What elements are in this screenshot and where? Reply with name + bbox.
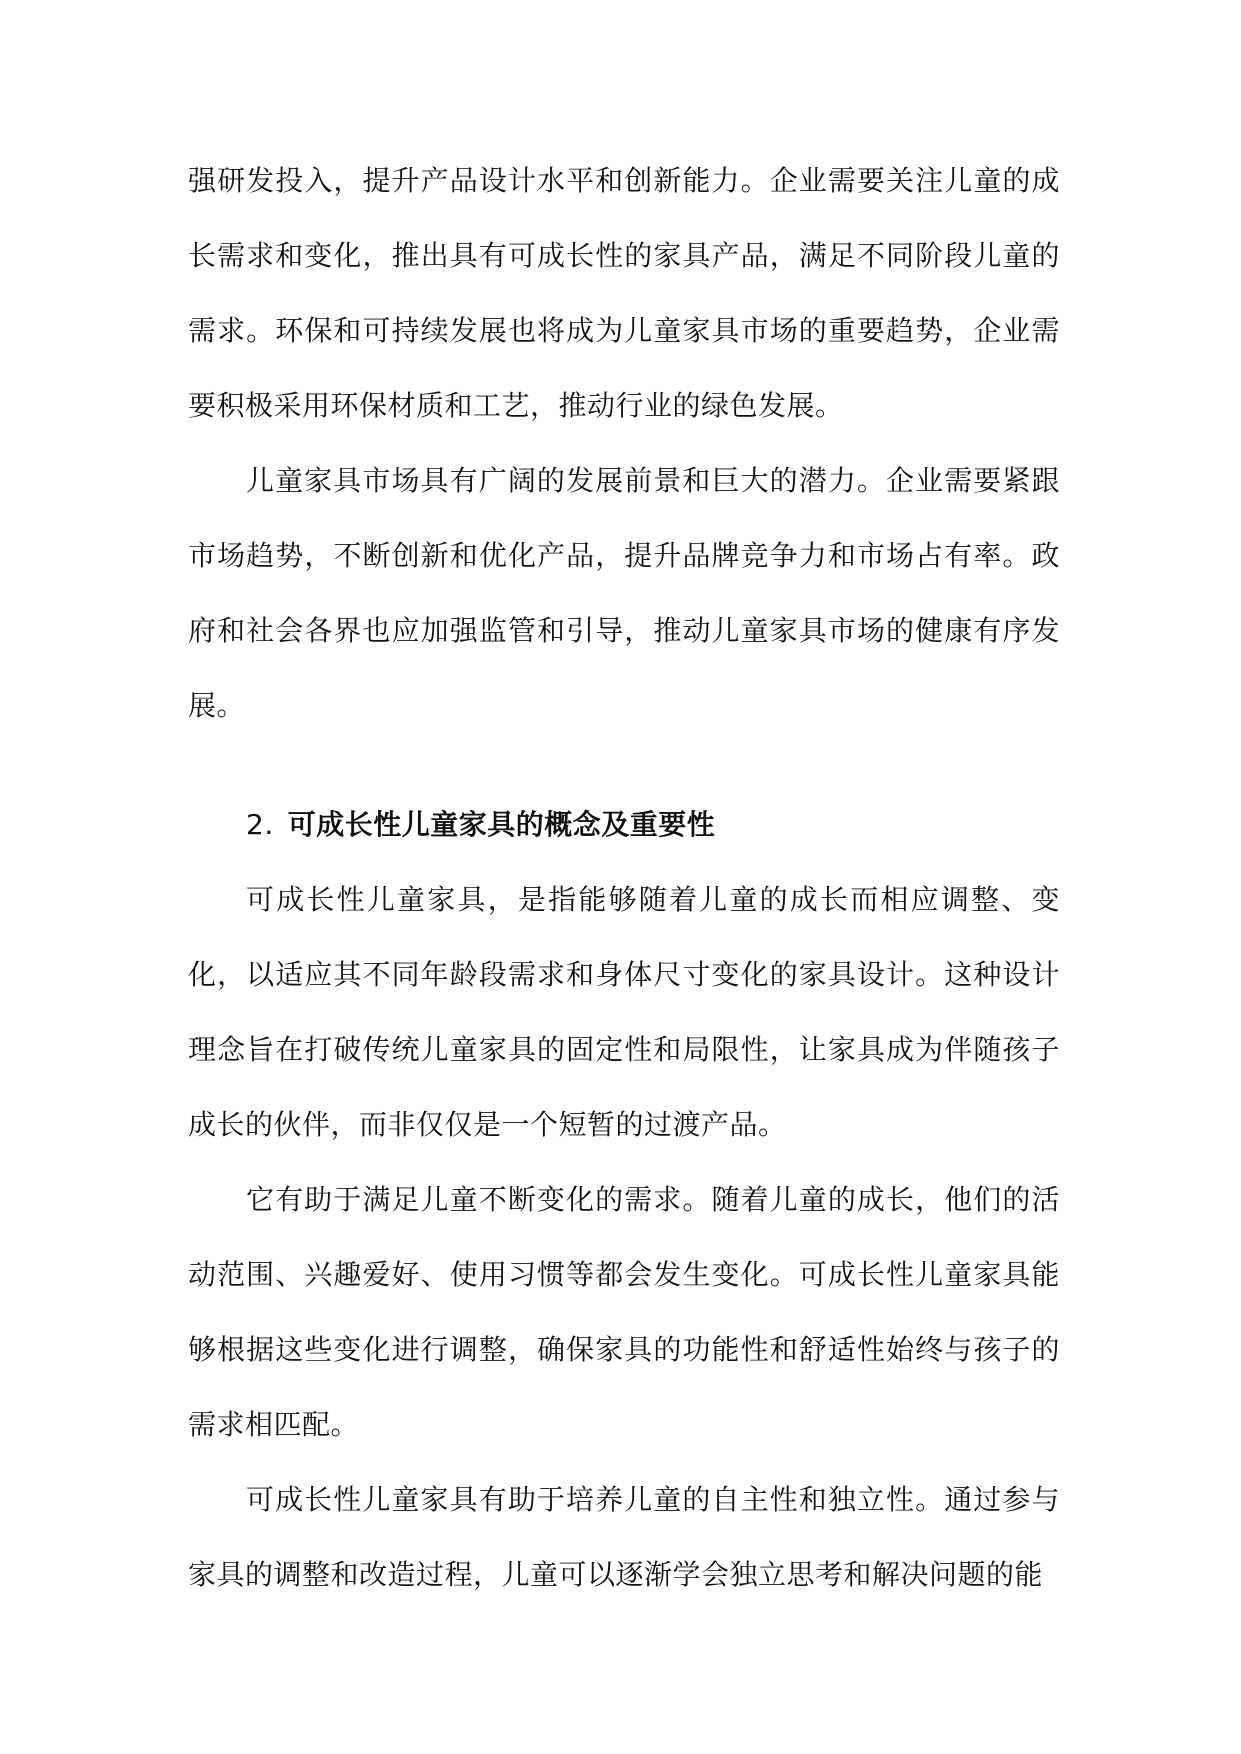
page-body (188, 143, 1060, 1612)
paragraph-continued: 强研发投入，提升产品设计水平和创新能力。企业需要关注儿童的成长需求和变化，推出具有可成长性的家具产品，满足不同阶段儿童的需求。环保和可持续发展也将成为儿童家具市场的重要趋势，企业需要积极采用环保材质和工艺，推动行业的绿色发展。 (188, 164, 1060, 422)
paragraph-definition: 可成长性儿童家具，是指能够随着儿童的成长而相应调整、变化，以适应其不同年龄段需求和身体尺寸变化的家具设计。这种设计理念旨在打破传统儿童家具的固定性和局限性，让家具成为伴随孩子成长的伙伴，而非仅仅是一个短暂的过渡产品。 (188, 883, 1060, 1141)
section-title: 可成长性儿童家具的概念及重要性 (287, 808, 716, 841)
paragraph-market-outlook: 儿童家具市场具有广阔的发展前景和巨大的潜力。企业需要紧跟市场趋势，不断创新和优化产品，提升品牌竞争力和市场占有率。政府和社会各界也应加强监管和引导，推动儿童家具市场的健康有序发展。 (188, 464, 1060, 722)
section-heading (188, 787, 1060, 862)
paragraph-independence: 可成长性儿童家具有助于培养儿童的自主性和独立性。通过参与家具的调整和改造过程，儿童可以逐渐学会独立思考和解决问题的能 (188, 1483, 1060, 1591)
paragraph-changing-needs: 它有助于满足儿童不断变化的需求。随着儿童的成长，他们的活动范围、兴趣爱好、使用习惯等都会发生变化。可成长性儿童家具能够根据这些变化进行调整，确保家具的功能性和舒适性始终与孩子的需求相匹配。 (188, 1183, 1060, 1441)
section-number: 2. (246, 808, 274, 841)
